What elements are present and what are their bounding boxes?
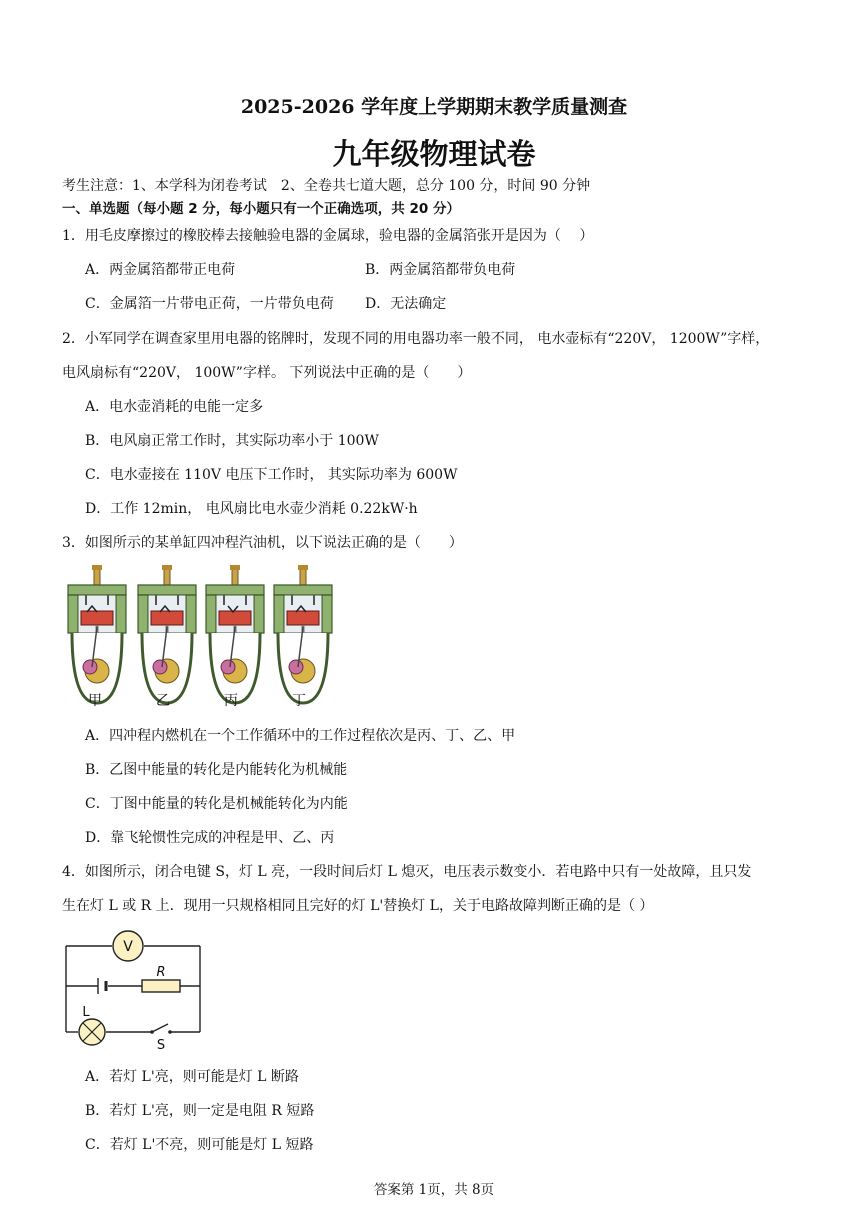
section-title: 一、单选题（每小题 2 分，每小题只有一个正确选项，共 20 分） (62, 201, 460, 217)
switch-label: S (156, 1038, 166, 1052)
q3-option-a: A．四冲程内燃机在一个工作循环中的工作过程依次是丙、丁、乙、甲 (85, 728, 516, 744)
q2-option-d: D．工作 12min， 电风扇比电水壶少消耗 0.22kW·h (85, 501, 418, 517)
q3-option-d: D．靠飞轮惯性完成的冲程是甲、乙、丙 (85, 830, 335, 846)
resistor-label: R (156, 965, 166, 980)
question-1-stem: 1．用毛皮摩擦过的橡胶棒去接触验电器的金属球，验电器的金属箔张开是因为（ ） (62, 228, 594, 244)
engine-label-jia: 甲 (88, 693, 102, 709)
engine-label-bing: 丙 (224, 693, 238, 709)
q2-option-c: C．电水壶接在 110V 电压下工作时， 其实际功率为 600W (85, 467, 458, 483)
circuit-diagram (60, 928, 210, 1052)
q2-option-b: B．电风扇正常工作时，其实际功率小于 100W (85, 433, 379, 449)
question-2-stem-line1: 2．小军同学在调查家里用电器的铭牌时，发现不同的用电器功率一般不同， 电水壶标有“220V， 1200W”字样， (62, 331, 770, 347)
q1-option-a: A．两金属箔都带正电荷 (85, 262, 236, 278)
question-3-stem: 3．如图所示的某单缸四冲程汽油机，以下说法正确的是（ ） (62, 535, 463, 551)
exam-title: 九年级物理试卷 (332, 137, 536, 171)
page-footer: 答案第 1页，共 8页 (373, 1182, 495, 1198)
exam-header: 2025-2026 学年度上学期期末教学质量测查 (240, 96, 628, 118)
question-2-stem-line2: 电风扇标有“220V， 100W”字样。 下列说法中正确的是（ ） (62, 365, 472, 381)
exam-notice: 考生注意：1、本学科为闭卷考试 2、全卷共七道大题，总分 100 分，时间 90 分钟 (62, 178, 591, 194)
q1-option-c: C．金属箔一片带电正荷，一片带负电荷 (85, 296, 334, 312)
q4-option-c: C．若灯 L'不亮，则可能是灯 L 短路 (85, 1137, 314, 1153)
q1-option-b: B．两金属箔都带负电荷 (365, 262, 516, 278)
q1-option-d: D．无法确定 (365, 296, 447, 312)
question-4-stem-line1: 4．如图所示，闭合电键 S，灯 L 亮，一段时间后灯 L 熄灭，电压表示数变小．若电路中只有一处故障，且只发 (62, 864, 752, 880)
q2-option-a: A．电水壶消耗的电能一定多 (85, 399, 264, 415)
lamp-label: L (82, 1005, 90, 1020)
voltmeter-label: V (123, 939, 133, 955)
engine-strokes-figure (60, 562, 345, 710)
question-4-stem-line2: 生在灯 L 或 R 上．现用一只规格相同且完好的灯 L'替换灯 L，关于电路故障判断正确的是（ ） (62, 898, 654, 914)
engine-label-yi: 乙 (156, 693, 170, 709)
q4-option-a: A．若灯 L'亮，则可能是灯 L 断路 (85, 1069, 299, 1085)
resistor-symbol (142, 980, 180, 992)
engine-label-ding: 丁 (292, 693, 306, 709)
q3-option-c: C．丁图中能量的转化是机械能转化为内能 (85, 796, 348, 812)
q4-option-b: B．若灯 L'亮，则一定是电阻 R 短路 (85, 1103, 315, 1119)
q3-option-b: B．乙图中能量的转化是内能转化为机械能 (85, 762, 348, 778)
